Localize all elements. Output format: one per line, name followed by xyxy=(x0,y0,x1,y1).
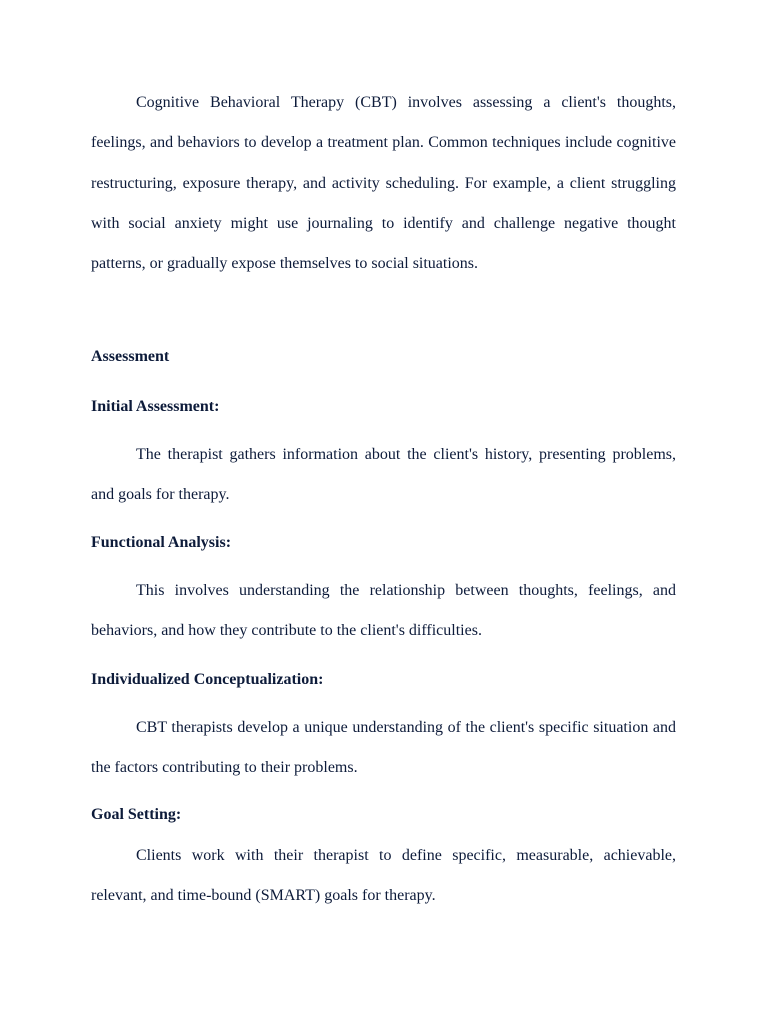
intro-paragraph: Cognitive Behavioral Therapy (CBT) involves assessing a client's thoughts, feelings, and behaviors to develop a treatment plan. Common techniques include cognitive restructuring, exposure therapy, and activity scheduling. For example, a client struggling with social anxiety might use journaling to identify and challenge negative thought patterns, or gradually expose themselves to social situations. xyxy=(91,94,676,273)
subheading-initial-assessment: Initial Assessment: xyxy=(91,398,220,415)
paragraph-initial-assessment: The therapist gathers information about the client's history, presenting problems, and goals for therapy. xyxy=(91,446,676,504)
paragraph-goal-setting: Clients work with their therapist to define specific, measurable, achievable, relevant, and time-bound (SMART) goals for therapy. xyxy=(91,847,676,905)
section-heading-assessment: Assessment xyxy=(91,348,170,365)
subheading-goal-setting: Goal Setting: xyxy=(91,806,182,823)
subheading-individualized-conceptualization: Individualized Conceptualization: xyxy=(91,671,324,688)
subheading-functional-analysis: Functional Analysis: xyxy=(91,534,232,551)
document-page xyxy=(91,0,676,1024)
paragraph-individualized-conceptualization: CBT therapists develop a unique understanding of the client's specific situation and the factors contributing to their problems. xyxy=(91,719,676,777)
paragraph-functional-analysis: This involves understanding the relationship between thoughts, feelings, and behaviors, and how they contribute to the client's difficulties. xyxy=(91,582,676,640)
